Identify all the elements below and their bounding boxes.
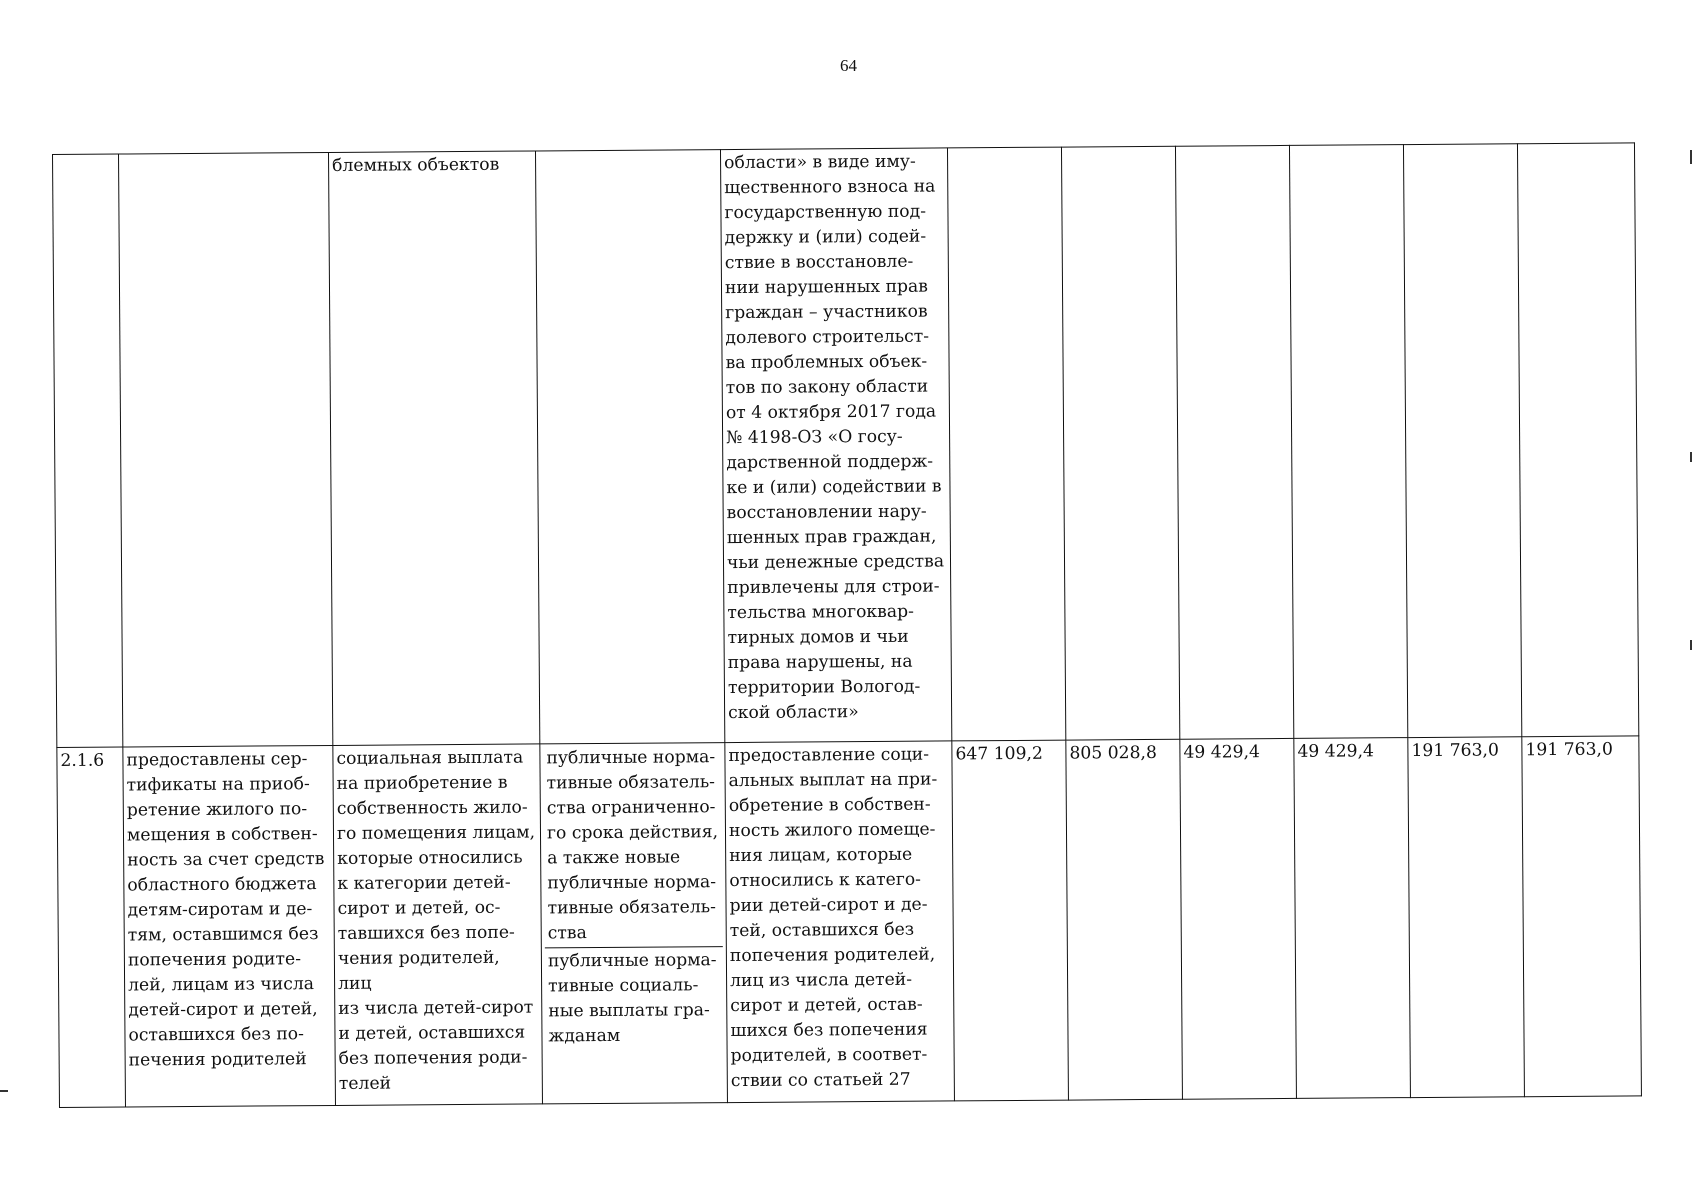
cell-number: 2.1.6 <box>57 747 126 1107</box>
cell-purpose: предоставление соци- альных выплат на при- обретение в собствен- ность жилого помеще- ния лицам, которые относились к катего- рии детей-сирот и де- тей, оставшихся без попечения родителей, лиц из числа детей- сирот и детей, остав- шихся без попечения родителей, в соответ- ствии со статьей 27 <box>725 741 955 1103</box>
cell-result <box>119 152 333 747</box>
cell-measure: блемных объектов <box>328 151 539 746</box>
cell-value: 805 028,8 <box>1066 739 1183 1100</box>
cell-value: 49 429,4 <box>1294 738 1411 1099</box>
cell-number <box>53 154 123 747</box>
cell-value: 191 763,0 <box>1522 736 1642 1097</box>
table-row <box>53 143 1639 748</box>
cell-value <box>1289 145 1407 739</box>
cell-measure: социальная выплата на приобретение в собственность жило- го помещения лицам, которые относились к категории детей- сирот и детей, ос- тавшихся без попе- чения родителей, лиц из числа детей-сирот и детей, оставшихся без попечения роди- телей <box>333 744 543 1106</box>
table-row <box>57 736 1642 1108</box>
program-table <box>52 142 1642 1108</box>
cell-value <box>1517 143 1638 737</box>
cell-value <box>1403 144 1521 738</box>
cell-obligation-type <box>535 150 724 744</box>
cell-value: 191 763,0 <box>1408 737 1525 1098</box>
scan-edge-mark <box>1690 150 1692 164</box>
obligation-type-bottom: публичные норма- тивные социаль- ные выплаты гра- жданам <box>547 950 717 1047</box>
cell-purpose: области» в виде иму- щественного взноса на государственную под- держку и (или) содей- ствие в восстановле- нии нарушенных прав граждан – участников долевого строительст- ва проблемных объек- тов по закону области от 4 октября 2017 года № 4198-ОЗ «О госу- дарственной поддерж- ке и (или) содействии в восстановлении нару- шенных прав граждан, чьи денежные средства привлечены для строи- тельства многоквар- тирных домов и чьи права нарушены, на территории Вологод- ской области» <box>720 148 951 743</box>
cell-value <box>1175 145 1293 739</box>
scan-edge-mark <box>0 1090 8 1092</box>
cell-value: 647 109,2 <box>952 740 1069 1101</box>
scan-edge-mark <box>1690 640 1692 650</box>
cell-value <box>947 147 1065 741</box>
obligation-type-top: публичные норма- тивные обязатель- ства ограниченно- го срока действия, а также новые публичные норма- тивные обязатель- ства <box>543 744 722 948</box>
page-number: 64 <box>840 56 857 75</box>
scan-edge-mark <box>1690 452 1692 462</box>
cell-value <box>1061 146 1179 740</box>
cell-obligation-type <box>540 743 728 1104</box>
cell-value: 49 429,4 <box>1180 738 1297 1099</box>
cell-result: предоставлены сер- тификаты на приоб- ретение жилого по- мещения в собствен- ность за счет средств областного бюджета детям-сиротам и де- тям, оставшимся без попечения родите- лей, лицам из числа детей-сирот и детей, оставшихся без по- печения родителей <box>123 745 336 1107</box>
